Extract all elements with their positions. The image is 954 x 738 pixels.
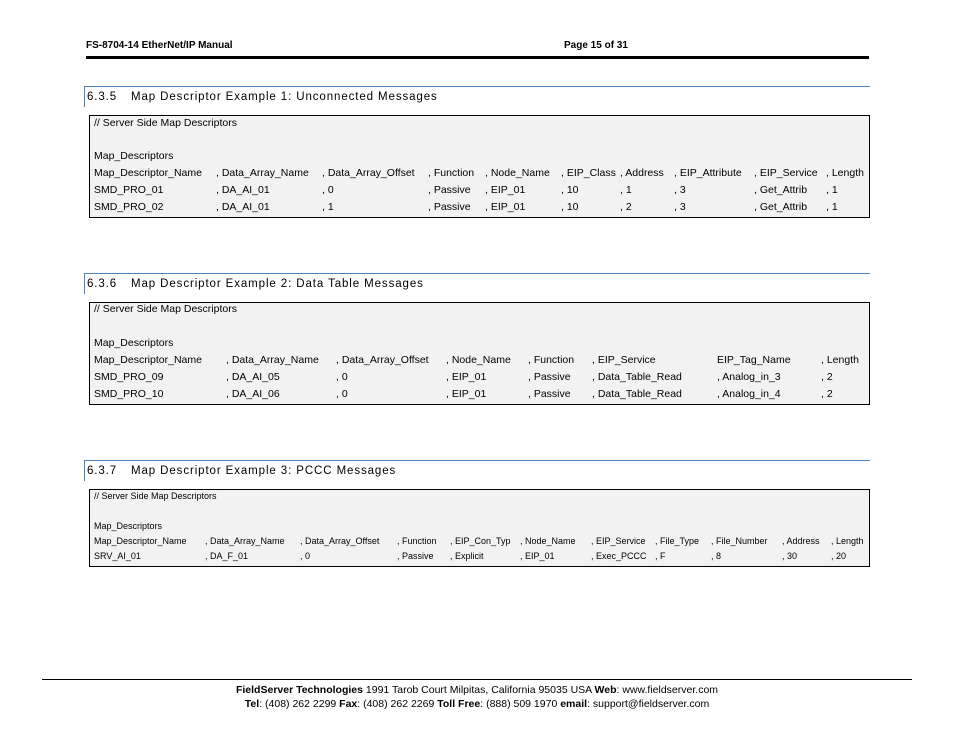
code-cell: , Exec_PCCC <box>591 551 647 561</box>
code-comment: // Server Side Map Descriptors <box>94 117 237 129</box>
code-cell: , Passive <box>428 201 471 213</box>
code-block-name: Map_Descriptors <box>94 337 174 349</box>
code-cell: , Passive <box>528 388 571 400</box>
code-cell: , 30 <box>782 551 798 561</box>
code-column-header: , Node_Name <box>446 354 511 366</box>
code-cell: , 1 <box>826 184 838 196</box>
code-column-header: , Node_Name <box>485 167 550 179</box>
code-cell: , DA_AI_01 <box>216 184 270 196</box>
fax-label: Fax <box>339 698 358 710</box>
code-column-header: , Data_Array_Offset <box>300 536 380 546</box>
page-number: Page 15 of 31 <box>564 40 628 51</box>
document-title: FS-8704-14 EtherNet/IP Manual <box>86 40 233 51</box>
code-column-header: , Data_Array_Name <box>226 354 319 366</box>
tollfree-label: Toll Free <box>437 698 481 710</box>
code-cell: SRV_AI_01 <box>94 551 141 561</box>
code-column-header: Map_Descriptor_Name <box>94 354 202 366</box>
tollfree-value: : (888) 509 1970 <box>480 698 561 710</box>
company-name: FieldServer Technologies <box>235 684 363 696</box>
code-cell: , Analog_in_3 <box>717 371 781 383</box>
code-column-header: , Length <box>831 536 864 546</box>
code-cell: , DA_AI_06 <box>226 388 280 400</box>
code-cell: , Data_Table_Read <box>592 388 682 400</box>
section-title: Map Descriptor Example 2: Data Table Messages <box>131 278 424 290</box>
code-cell: , DA_F_01 <box>205 551 249 561</box>
code-column-header: , Address <box>620 167 664 179</box>
page-footer <box>0 683 954 711</box>
footer-rule <box>42 679 912 680</box>
code-column-header: , Address <box>782 536 820 546</box>
code-column-header: , EIP_Attribute <box>674 167 742 179</box>
code-column-header: , EIP_Service <box>754 167 818 179</box>
header-rule <box>86 56 869 59</box>
code-cell: , 8 <box>711 551 722 561</box>
code-cell: , EIP_01 <box>485 201 526 213</box>
code-column-header: , Length <box>821 354 859 366</box>
code-cell: , DA_AI_05 <box>226 371 280 383</box>
code-column-header: EIP_Tag_Name <box>717 354 791 366</box>
code-cell: , 20 <box>831 551 847 561</box>
code-cell: , Explicit <box>450 551 484 561</box>
tel-value: : (408) 262 2299 <box>259 698 340 710</box>
code-column-header: , Function <box>428 167 475 179</box>
code-column-header: , File_Number <box>711 536 768 546</box>
section-number: 6.3.7 <box>87 465 118 477</box>
page-header <box>86 38 869 58</box>
code-column-header: Map_Descriptor_Name <box>94 536 187 546</box>
code-cell: , 0 <box>322 184 334 196</box>
code-cell: , 1 <box>826 201 838 213</box>
footer-line-2 <box>0 697 954 711</box>
code-column-header: , Function <box>528 354 575 366</box>
code-cell: , 1 <box>620 184 632 196</box>
code-column-header: , EIP_Class <box>561 167 616 179</box>
code-cell: , EIP_01 <box>446 371 487 383</box>
code-column-header: , Data_Array_Offset <box>336 354 429 366</box>
code-cell: , EIP_01 <box>520 551 555 561</box>
code-cell: , 0 <box>336 371 348 383</box>
code-cell: SMD_PRO_09 <box>94 371 164 383</box>
code-cell: SMD_PRO_10 <box>94 388 164 400</box>
code-cell: , 0 <box>336 388 348 400</box>
code-column-header: , Data_Array_Name <box>216 167 309 179</box>
code-comment: // Server Side Map Descriptors <box>94 303 237 315</box>
code-cell: SMD_PRO_01 <box>94 184 164 196</box>
web-value: : www.fieldserver.com <box>616 684 719 696</box>
section-number: 6.3.6 <box>87 278 118 290</box>
web-label: Web <box>594 684 617 696</box>
section-heading-6-3-5 <box>84 86 870 107</box>
code-column-header: , Data_Array_Offset <box>322 167 415 179</box>
code-cell: , EIP_01 <box>446 388 487 400</box>
code-cell: , 10 <box>561 184 579 196</box>
code-cell: , 0 <box>300 551 311 561</box>
code-column-header: , EIP_Service <box>592 354 656 366</box>
code-cell: , 1 <box>322 201 334 213</box>
section-title: Map Descriptor Example 1: Unconnected Messages <box>131 91 438 103</box>
code-cell: , Passive <box>428 184 471 196</box>
code-column-header: , EIP_Con_Typ <box>450 536 511 546</box>
code-block-name: Map_Descriptors <box>94 150 174 162</box>
code-column-header: , Function <box>397 536 437 546</box>
section-heading-6-3-6 <box>84 273 870 294</box>
code-cell: , Get_Attrib <box>754 201 808 213</box>
email-value: : support@fieldserver.com <box>587 698 710 710</box>
code-block-unconnected <box>89 115 870 218</box>
section-title: Map Descriptor Example 3: PCCC Messages <box>131 465 397 477</box>
code-cell: , 2 <box>821 371 833 383</box>
code-cell: , F <box>655 551 666 561</box>
section-heading-6-3-7 <box>84 460 870 481</box>
code-cell: , Passive <box>397 551 434 561</box>
code-cell: , DA_AI_01 <box>216 201 270 213</box>
email-label: email <box>560 698 588 710</box>
code-cell: SMD_PRO_02 <box>94 201 164 213</box>
code-cell: , Data_Table_Read <box>592 371 682 383</box>
footer-line-1 <box>0 683 954 697</box>
code-cell: , 3 <box>674 184 686 196</box>
code-cell: , 2 <box>620 201 632 213</box>
code-comment: // Server Side Map Descriptors <box>94 491 217 501</box>
code-column-header: Map_Descriptor_Name <box>94 167 202 179</box>
code-block-pccc <box>89 489 870 567</box>
code-column-header: , File_Type <box>655 536 700 546</box>
code-cell: , EIP_01 <box>485 184 526 196</box>
code-block-data-table <box>89 302 870 405</box>
code-column-header: , Node_Name <box>520 536 576 546</box>
code-cell: , 2 <box>821 388 833 400</box>
code-column-header: , Length <box>826 167 864 179</box>
code-column-header: , EIP_Service <box>591 536 646 546</box>
code-block-name: Map_Descriptors <box>94 521 163 531</box>
code-column-header: , Data_Array_Name <box>205 536 285 546</box>
code-cell: , Analog_in_4 <box>717 388 781 400</box>
code-cell: , 3 <box>674 201 686 213</box>
code-cell: , Get_Attrib <box>754 184 808 196</box>
code-cell: , Passive <box>528 371 571 383</box>
fax-value: : (408) 262 2269 <box>357 698 438 710</box>
section-number: 6.3.5 <box>87 91 118 103</box>
company-address: 1991 Tarob Court Milpitas, California 95035 USA <box>362 684 595 696</box>
code-cell: , 10 <box>561 201 579 213</box>
tel-label: Tel <box>244 698 260 710</box>
